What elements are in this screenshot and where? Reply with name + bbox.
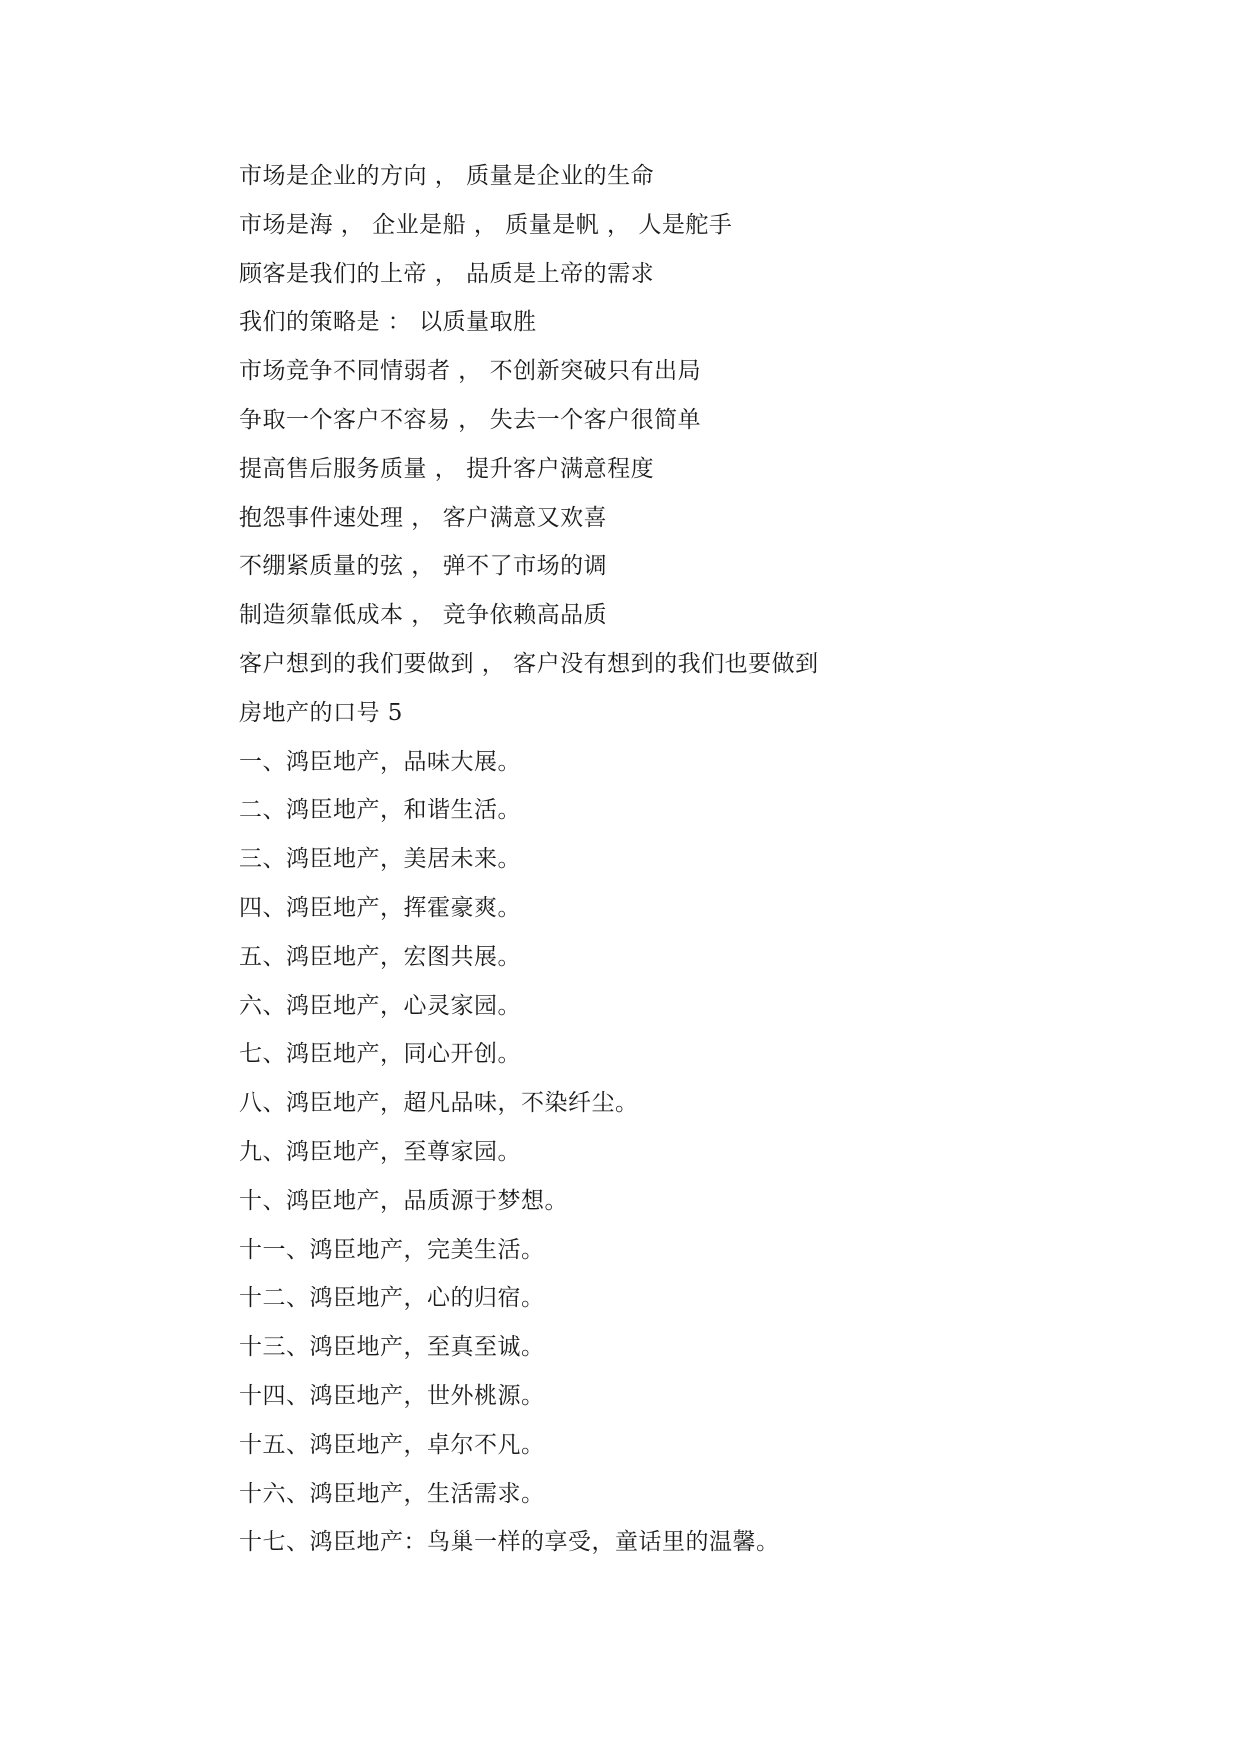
text-line: 提高售后服务质量 ， 提升客户满意程度 (239, 455, 655, 482)
text-line: 制造须靠低成本 ， 竞争依赖高品质 (239, 602, 608, 629)
list-item: 五、鸿臣地产，宏图共展。 (239, 943, 521, 970)
text-line: 不绷紧质量的弦 ， 弹不了市场的调 (239, 553, 608, 580)
list-item: 三、鸿臣地产，美居未来。 (239, 846, 521, 873)
list-item: 十五、鸿臣地产，卓尔不凡。 (239, 1431, 545, 1458)
list-item: 九、鸿臣地产，至尊家园。 (239, 1138, 521, 1165)
document-body (239, 152, 1139, 1567)
section-heading: 房地产的口号 5 (239, 699, 403, 726)
list-item: 十四、鸿臣地产，世外桃源。 (239, 1382, 545, 1409)
list-item: 六、鸿臣地产，心灵家园。 (239, 992, 521, 1019)
text-line: 争取一个客户不容易 ， 失去一个客户很简单 (239, 406, 702, 433)
text-line: 客户想到的我们要做到 ， 客户没有想到的我们也要做到 (239, 650, 819, 677)
list-item: 十二、鸿臣地产，心的归宿。 (239, 1285, 545, 1312)
list-item: 四、鸿臣地产，挥霍豪爽。 (239, 894, 521, 921)
list-item: 十七、鸿臣地产：鸟巢一样的享受，童话里的温馨。 (239, 1529, 780, 1556)
text-line: 抱怨事件速处理 ， 客户满意又欢喜 (239, 504, 608, 531)
list-item: 十三、鸿臣地产，至真至诚。 (239, 1334, 545, 1361)
text-line: 市场是海 ， 企业是船 ， 质量是帆 ， 人是舵手 (239, 211, 733, 238)
list-item: 二、鸿臣地产，和谐生活。 (239, 797, 521, 824)
text-line: 市场是企业的方向 ， 质量是企业的生命 (239, 163, 655, 189)
text-line: 顾客是我们的上帝 ， 品质是上帝的需求 (239, 260, 655, 287)
list-item: 一、鸿臣地产，品味大展。 (239, 748, 521, 775)
text-line: 市场竞争不同情弱者 ， 不创新突破只有出局 (239, 358, 702, 385)
list-item: 十、鸿臣地产，品质源于梦想。 (239, 1187, 568, 1214)
list-item: 十六、鸿臣地产，生活需求。 (239, 1480, 545, 1507)
list-item: 七、鸿臣地产，同心开创。 (239, 1041, 521, 1068)
list-item: 十一、鸿臣地产，完美生活。 (239, 1236, 545, 1263)
text-line: 我们的策略是 ： 以质量取胜 (239, 309, 537, 336)
list-item: 八、鸿臣地产，超凡品味，不染纤尘。 (239, 1090, 639, 1117)
